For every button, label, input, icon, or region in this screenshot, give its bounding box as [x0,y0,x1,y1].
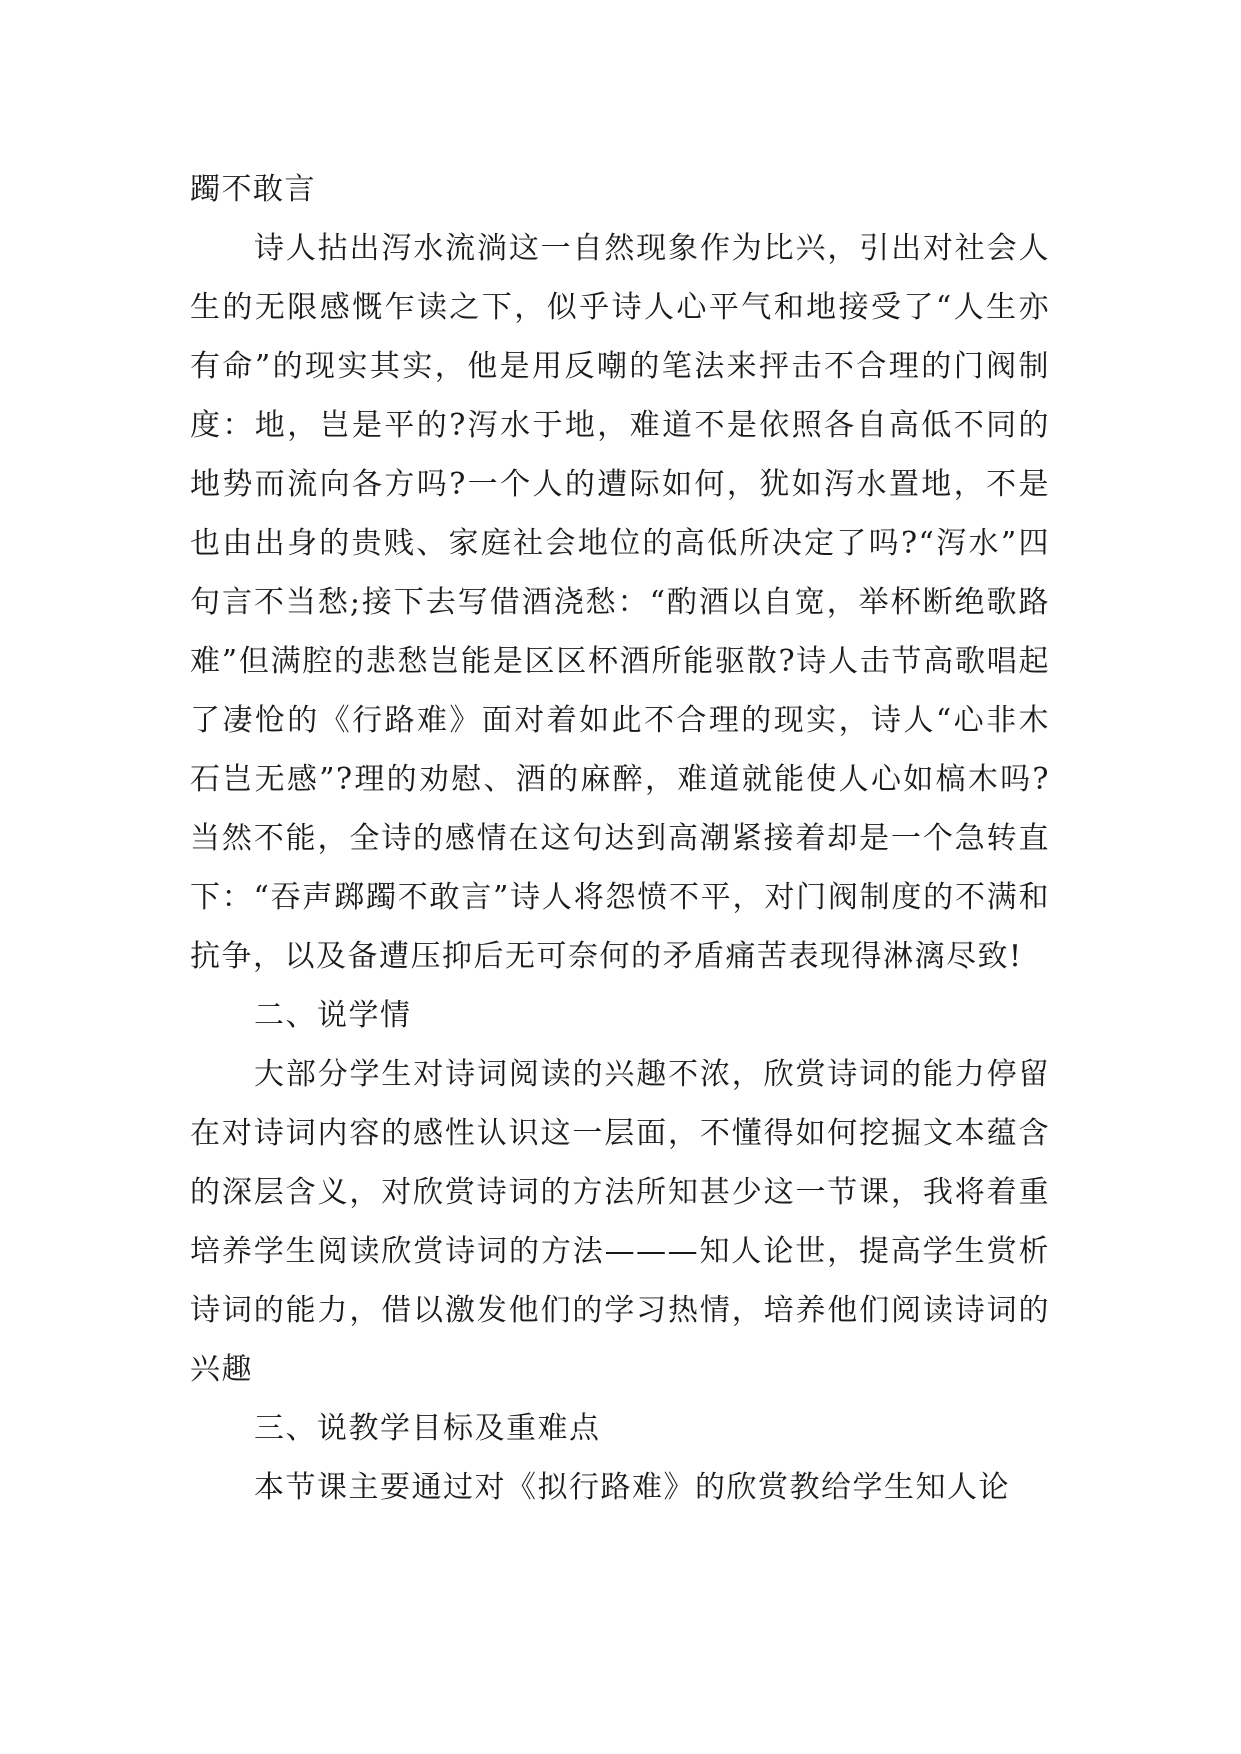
section-heading-student-analysis: 二、说学情 [254,998,412,1033]
paragraph-student-analysis: 大部分学生对诗词阅读的兴趣不浓，欣赏诗词的能力停留在对诗词内容的感性认识这一层面，不懂得如何挖掘文本蕴含的深层含义，对欣赏诗词的方法所知甚少这一节课，我将着重培养学生阅读欣赏诗词的方法———知人论世，提高学生赏析诗词的能力，借以激发他们的学习热情，培养他们阅读诗词的兴趣 [190,1057,1050,1387]
section-heading-teaching-goals: 三、说教学目标及重难点 [254,1411,601,1446]
paragraph-poem-analysis: 诗人拈出泻水流淌这一自然现象作为比兴，引出对社会人生的无限感慨乍读之下，似乎诗人心平气和地接受了“人生亦有命”的现实其实，他是用反嘲的笔法来抨击不合理的门阀制度：地，岂是平的?泻水于地，难道不是依照各自高低不同的地势而流向各方吗?一个人的遭际如何，犹如泻水置地，不是也由出身的贵贱、家庭社会地位的高低所决定了吗?“泻水”四句言不当愁;接下去写借酒浇愁：“酌酒以自宽，举杯断绝歌路难”但满腔的悲愁岂能是区区杯酒所能驱散?诗人击节高歌唱起了凄怆的《行路难》面对着如此不合理的现实，诗人“心非木石岂无感”?理的劝慰、酒的麻醉，难道就能使人心如槁木吗?当然不能，全诗的感情在这句达到高潮紧接着却是一个急转直下：“吞声踯躅不敢言”诗人将怨愤不平，对门阀制度的不满和抗争，以及备遭压抑后无可奈何的矛盾痛苦表现得淋漓尽致! [190,231,1050,974]
paragraph-continuation: 躅不敢言 [190,172,316,207]
paragraph-teaching-goals: 本节课主要通过对《拟行路难》的欣赏教给学生知人论 [254,1470,1010,1505]
document-body [190,160,1050,1517]
